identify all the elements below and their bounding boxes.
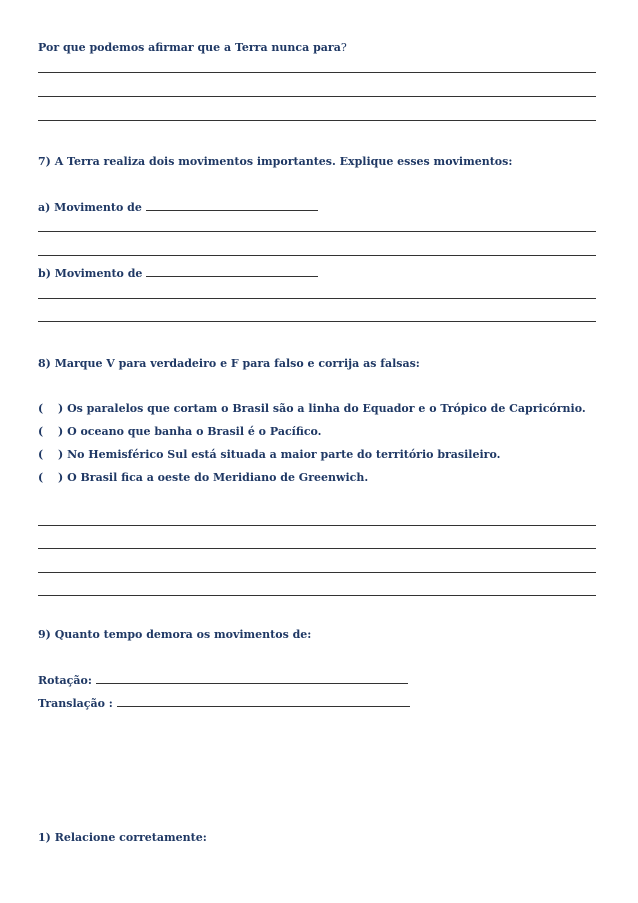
answer-line[interactable] — [38, 321, 596, 322]
statement-text: O Brasil fica a oeste do Meridiano de Greenwich. — [67, 471, 369, 484]
answer-parenthesis-close: ) — [58, 471, 64, 484]
answer-parenthesis-close: ) — [58, 402, 64, 415]
rotation-blank[interactable] — [96, 673, 408, 684]
true-false-item — [38, 471, 368, 485]
rotation-row — [38, 673, 408, 688]
question-7b — [38, 266, 318, 281]
question-8-text: 8) Marque V para verdadeiro e F para falso e corrija as falsas: — [38, 357, 420, 370]
answer-line[interactable] — [38, 548, 596, 549]
statement-text: No Hemisférico Sul está situada a maior parte do território brasileiro. — [67, 448, 501, 461]
answer-line[interactable] — [38, 120, 596, 121]
answer-line[interactable] — [38, 595, 596, 596]
answer-parenthesis-open[interactable]: ( — [38, 425, 44, 438]
answer-line[interactable] — [38, 572, 596, 573]
question-7-text: 7) A Terra realiza dois movimentos importantes. Explique esses movimentos: — [38, 155, 513, 168]
question-7a-label: a) Movimento de — [38, 201, 142, 214]
question-6-text: Por que podemos afirmar que a Terra nunca para — [38, 41, 341, 54]
answer-line[interactable] — [38, 96, 596, 97]
question-mark: ? — [340, 41, 347, 54]
answer-parenthesis-close: ) — [58, 425, 64, 438]
answer-line[interactable] — [38, 525, 596, 526]
translation-label: Translação : — [38, 697, 113, 710]
question-text — [38, 41, 347, 55]
answer-parenthesis-open[interactable]: ( — [38, 471, 44, 484]
answer-parenthesis-close: ) — [58, 448, 64, 461]
statement-text: Os paralelos que cortam o Brasil são a linha do Equador e o Trópico de Capricórnio. — [67, 402, 586, 415]
answer-line[interactable] — [38, 298, 596, 299]
answer-line[interactable] — [38, 72, 596, 73]
rotation-label: Rotação: — [38, 674, 92, 687]
translation-row — [38, 696, 410, 711]
true-false-item — [38, 448, 500, 462]
true-false-item — [38, 402, 586, 416]
movement-b-blank[interactable] — [146, 266, 318, 277]
question-1-text: 1) Relacione corretamente: — [38, 831, 207, 844]
question-7b-label: b) Movimento de — [38, 267, 143, 280]
translation-blank[interactable] — [117, 696, 410, 707]
statement-text: O oceano que banha o Brasil é o Pacífico. — [67, 425, 322, 438]
question-9-text: 9) Quanto tempo demora os movimentos de: — [38, 628, 312, 641]
answer-parenthesis-open[interactable]: ( — [38, 402, 44, 415]
answer-parenthesis-open[interactable]: ( — [38, 448, 44, 461]
question-7a — [38, 200, 318, 215]
answer-line[interactable] — [38, 231, 596, 232]
true-false-item — [38, 425, 322, 439]
movement-a-blank[interactable] — [146, 200, 318, 211]
answer-line[interactable] — [38, 255, 596, 256]
